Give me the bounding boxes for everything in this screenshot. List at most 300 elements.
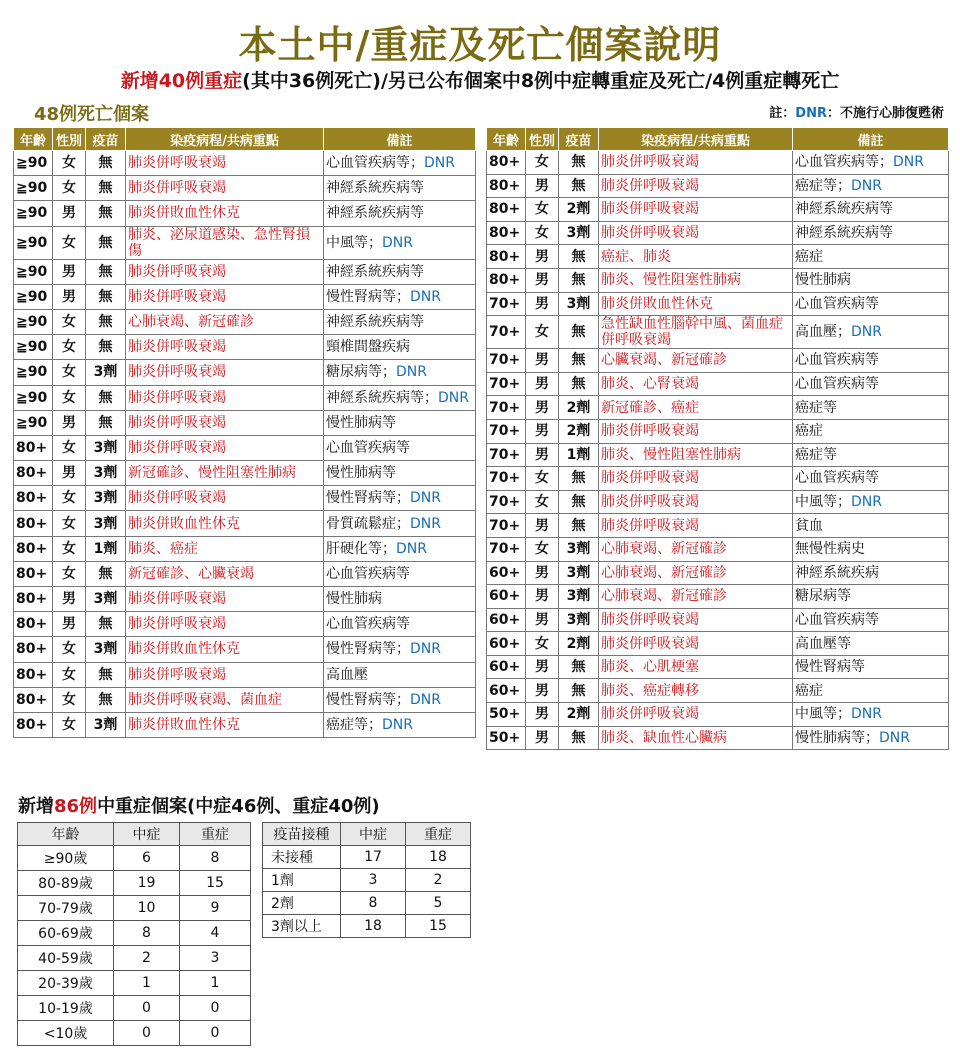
remark-text: 無慢性病史 xyxy=(795,541,865,558)
table-row xyxy=(487,467,949,491)
sex-cell: 女 xyxy=(526,537,559,561)
remark-cell xyxy=(793,396,949,420)
vaccine-cell: 無 xyxy=(86,226,126,259)
age-cell: 60+ xyxy=(487,585,526,609)
table-header-row xyxy=(487,128,949,151)
vaccine-cell: 無 xyxy=(559,151,599,175)
age-cell: 50+ xyxy=(487,703,526,727)
vaccine-cell: 3劑 xyxy=(86,435,126,460)
note-suffix: ：不施行心肺復甦術 xyxy=(826,106,944,121)
row-label: 80-89歲 xyxy=(18,871,114,896)
remark-cell xyxy=(793,514,949,538)
note-dnr: DNR xyxy=(795,106,827,121)
remark-cell xyxy=(793,151,949,175)
vaccine-cell: 3劑 xyxy=(86,511,126,536)
table-row xyxy=(487,703,949,727)
new-cases-count: 86例 xyxy=(54,796,98,817)
age-cell: 70+ xyxy=(487,443,526,467)
remark-cell xyxy=(793,443,949,467)
column-header: 性別 xyxy=(53,128,86,151)
table-row xyxy=(14,461,476,486)
remark-cell xyxy=(324,201,476,226)
sex-cell: 女 xyxy=(53,712,86,737)
sex-cell: 男 xyxy=(53,201,86,226)
dnr-tag: DNR xyxy=(851,177,882,194)
remark-cell xyxy=(324,687,476,712)
age-cell: 80+ xyxy=(14,511,53,536)
remark-cell xyxy=(793,585,949,609)
age-cell: 60+ xyxy=(487,632,526,656)
age-cell: 70+ xyxy=(487,490,526,514)
table-row xyxy=(487,174,949,198)
table-row xyxy=(14,309,476,334)
death-cases-table-left xyxy=(13,127,476,738)
vaccine-cell: 3劑 xyxy=(86,486,126,511)
remark-text: 癌症等； xyxy=(795,177,851,194)
age-cell: ≧90 xyxy=(14,335,53,360)
remark-text: 中風等； xyxy=(795,494,851,511)
sex-cell: 男 xyxy=(53,259,86,284)
count-cell: 18 xyxy=(341,915,406,938)
remark-text: 心血管疾病等 xyxy=(795,352,879,369)
remark-text: 神經系統疾病等 xyxy=(326,314,424,331)
age-cell: ≧90 xyxy=(14,385,53,410)
column-header: 重症 xyxy=(180,823,251,846)
column-header: 疫苗 xyxy=(86,128,126,151)
remark-text: 神經系統疾病等； xyxy=(326,389,438,406)
remark-text: 心血管疾病等 xyxy=(326,439,410,456)
table-row xyxy=(487,632,949,656)
vaccine-cell: 3劑 xyxy=(559,537,599,561)
vaccine-cell: 無 xyxy=(559,490,599,514)
table-row xyxy=(14,486,476,511)
age-cell: 80+ xyxy=(14,536,53,561)
age-cell: 80+ xyxy=(487,151,526,175)
vaccine-cell: 無 xyxy=(559,467,599,491)
age-cell: 80+ xyxy=(14,435,53,460)
remark-text: 慢性肺病等； xyxy=(795,729,879,746)
column-header: 重症 xyxy=(406,823,471,846)
table-row xyxy=(14,385,476,410)
course-cell: 心肺衰竭、新冠確診 xyxy=(599,561,793,585)
vaccine-cell: 無 xyxy=(86,662,126,687)
count-cell: 0 xyxy=(114,1021,180,1046)
course-cell: 肺炎、慢性阻塞性肺病 xyxy=(599,268,793,292)
table-row xyxy=(487,726,949,750)
remark-text: 糖尿病等； xyxy=(326,364,396,381)
table-row xyxy=(18,971,251,996)
remark-cell xyxy=(793,679,949,703)
table-row xyxy=(18,1021,251,1046)
vaccine-cell: 無 xyxy=(86,612,126,637)
vaccine-cell: 無 xyxy=(86,259,126,284)
table-row xyxy=(487,490,949,514)
course-cell: 肺炎併呼吸衰竭 xyxy=(126,435,324,460)
remark-cell xyxy=(793,726,949,750)
table-row xyxy=(487,198,949,222)
sex-cell: 女 xyxy=(53,360,86,385)
dnr-tag: DNR xyxy=(410,515,441,532)
vaccine-cell: 無 xyxy=(559,316,599,349)
remark-cell xyxy=(793,419,949,443)
dnr-tag: DNR xyxy=(382,717,413,734)
row-label: 70-79歲 xyxy=(18,896,114,921)
sex-cell: 女 xyxy=(526,316,559,349)
table-row xyxy=(487,585,949,609)
column-header: 染疫病程/共病重點 xyxy=(599,128,793,151)
age-cell: 60+ xyxy=(487,679,526,703)
table-row xyxy=(14,511,476,536)
table-row xyxy=(14,662,476,687)
sex-cell: 女 xyxy=(526,198,559,222)
count-cell: 15 xyxy=(406,915,471,938)
vaccine-cell: 無 xyxy=(559,726,599,750)
course-cell: 肺炎、心肌梗塞 xyxy=(599,655,793,679)
course-cell: 肺炎併敗血性休克 xyxy=(126,201,324,226)
remark-cell xyxy=(324,176,476,201)
count-cell: 0 xyxy=(180,1021,251,1046)
sex-cell: 男 xyxy=(526,443,559,467)
new-cases-prefix: 新增 xyxy=(18,796,54,817)
table-row xyxy=(14,201,476,226)
remark-cell xyxy=(793,467,949,491)
vaccine-cell: 2劑 xyxy=(559,419,599,443)
remark-cell xyxy=(324,637,476,662)
remark-cell xyxy=(324,284,476,309)
course-cell: 肺炎併呼吸衰竭 xyxy=(126,176,324,201)
table-row xyxy=(14,151,476,176)
remark-cell xyxy=(793,490,949,514)
age-cell: 70+ xyxy=(487,467,526,491)
age-cell: 80+ xyxy=(487,221,526,245)
remark-cell xyxy=(793,268,949,292)
course-cell: 肺炎併呼吸衰竭、菌血症 xyxy=(126,687,324,712)
age-cell: 70+ xyxy=(487,349,526,373)
remark-text: 癌症 xyxy=(795,423,823,440)
remark-text: 慢性腎病等； xyxy=(326,288,410,305)
count-cell: 5 xyxy=(406,892,471,915)
remark-text: 慢性腎病等； xyxy=(326,490,410,507)
sex-cell: 女 xyxy=(53,687,86,712)
age-cell: 50+ xyxy=(487,726,526,750)
sex-cell: 男 xyxy=(526,655,559,679)
course-cell: 肺炎併呼吸衰竭 xyxy=(599,151,793,175)
remark-text: 癌症 xyxy=(795,248,823,265)
remark-text: 中風等； xyxy=(795,706,851,723)
column-header: 備註 xyxy=(793,128,949,151)
column-header: 中症 xyxy=(114,823,180,846)
course-cell: 肺炎併呼吸衰竭 xyxy=(126,360,324,385)
remark-text: 心血管疾病等 xyxy=(326,616,410,633)
remark-text: 高血壓等 xyxy=(795,635,851,652)
count-cell: 17 xyxy=(341,846,406,869)
age-cell: 80+ xyxy=(14,587,53,612)
count-cell: 6 xyxy=(114,846,180,871)
course-cell: 肺炎併呼吸衰竭 xyxy=(126,410,324,435)
count-cell: 2 xyxy=(406,869,471,892)
vaccine-cell: 無 xyxy=(86,385,126,410)
sex-cell: 女 xyxy=(526,221,559,245)
table-row xyxy=(487,396,949,420)
remark-text: 神經系統疾病等 xyxy=(795,225,893,242)
table-row xyxy=(14,435,476,460)
table-row xyxy=(14,176,476,201)
course-cell: 癌症、肺炎 xyxy=(599,245,793,269)
subtitle xyxy=(0,66,960,93)
age-cell: ≧90 xyxy=(14,151,53,176)
course-cell: 肺炎併敗血性休克 xyxy=(126,712,324,737)
table-row xyxy=(14,712,476,737)
sex-cell: 男 xyxy=(526,372,559,396)
sex-cell: 女 xyxy=(53,561,86,586)
remark-cell xyxy=(324,151,476,176)
column-header: 染疫病程/共病重點 xyxy=(126,128,324,151)
sex-cell: 女 xyxy=(53,309,86,334)
course-cell: 肺炎併呼吸衰竭 xyxy=(126,335,324,360)
sex-cell: 男 xyxy=(526,268,559,292)
sex-cell: 女 xyxy=(53,176,86,201)
count-cell: 8 xyxy=(180,846,251,871)
count-cell: 1 xyxy=(114,971,180,996)
table-row xyxy=(487,514,949,538)
remark-text: 心血管疾病等 xyxy=(795,376,879,393)
course-cell: 肺炎併呼吸衰竭 xyxy=(599,467,793,491)
table-row xyxy=(18,946,251,971)
table-row xyxy=(487,151,949,175)
column-header: 年齡 xyxy=(18,823,114,846)
table-row xyxy=(263,869,471,892)
age-cell: 70+ xyxy=(487,372,526,396)
dnr-tag: DNR xyxy=(438,389,469,406)
course-cell: 心肺衰竭、新冠確診 xyxy=(599,537,793,561)
remark-cell xyxy=(324,486,476,511)
remark-text: 骨質疏鬆症； xyxy=(326,515,410,532)
count-cell: 10 xyxy=(114,896,180,921)
course-cell: 心肺衰竭、新冠確診 xyxy=(599,585,793,609)
vaccine-cell: 3劑 xyxy=(559,221,599,245)
count-cell: 19 xyxy=(114,871,180,896)
remark-text: 神經系統疾病等 xyxy=(326,205,424,222)
course-cell: 肺炎併敗血性休克 xyxy=(599,292,793,316)
remark-text: 慢性肺病 xyxy=(795,272,851,289)
remark-text: 心血管疾病等 xyxy=(326,565,410,582)
sex-cell: 女 xyxy=(53,151,86,176)
vaccine-cell: 2劑 xyxy=(559,703,599,727)
remark-text: 神經系統疾病等 xyxy=(795,201,893,218)
table-row xyxy=(487,292,949,316)
table-row xyxy=(18,846,251,871)
table-row xyxy=(18,921,251,946)
vaccine-cell: 無 xyxy=(559,679,599,703)
vaccine-cell: 無 xyxy=(559,349,599,373)
age-cell: 80+ xyxy=(487,268,526,292)
subtitle-rest: (其中36例死亡)/另已公布個案中8例中症轉重症及死亡/4例重症轉死亡 xyxy=(242,70,840,92)
table-header-row xyxy=(14,128,476,151)
sex-cell: 女 xyxy=(526,490,559,514)
vaccine-cell: 無 xyxy=(559,268,599,292)
age-cell: 80+ xyxy=(487,245,526,269)
vaccine-cell: 無 xyxy=(86,176,126,201)
age-cell: 70+ xyxy=(487,419,526,443)
table-row xyxy=(487,245,949,269)
subtitle-highlight: 新增40例重症 xyxy=(120,70,243,92)
remark-text: 高血壓 xyxy=(326,666,368,683)
course-cell: 肺炎併呼吸衰竭 xyxy=(599,703,793,727)
table-header-row xyxy=(263,823,471,846)
course-cell: 肺炎併呼吸衰竭 xyxy=(599,608,793,632)
remark-text: 心血管疾病等； xyxy=(326,155,424,172)
table-row xyxy=(487,268,949,292)
count-cell: 0 xyxy=(114,996,180,1021)
dnr-tag: DNR xyxy=(382,234,413,251)
age-cell: ≧90 xyxy=(14,360,53,385)
remark-text: 糖尿病等 xyxy=(795,588,851,605)
remark-text: 貧血 xyxy=(795,517,823,534)
remark-cell xyxy=(324,461,476,486)
dnr-tag: DNR xyxy=(851,494,882,511)
table-row xyxy=(14,612,476,637)
row-label: 未接種 xyxy=(263,846,341,869)
course-cell: 心肺衰竭、新冠確診 xyxy=(126,309,324,334)
remark-cell xyxy=(793,292,949,316)
vaccine-cell: 1劑 xyxy=(86,536,126,561)
remark-text: 慢性肺病 xyxy=(326,591,382,608)
remark-cell xyxy=(793,245,949,269)
sex-cell: 男 xyxy=(526,349,559,373)
vaccine-cell: 3劑 xyxy=(86,637,126,662)
vaccine-cell: 3劑 xyxy=(559,585,599,609)
table-row xyxy=(487,372,949,396)
remark-text: 心血管疾病等； xyxy=(795,154,893,171)
vaccine-cell: 無 xyxy=(86,410,126,435)
remark-cell xyxy=(793,174,949,198)
course-cell: 肺炎併呼吸衰竭 xyxy=(599,198,793,222)
remark-text: 癌症 xyxy=(795,682,823,699)
remark-text: 頸椎間盤疾病 xyxy=(326,339,410,356)
column-header: 性別 xyxy=(526,128,559,151)
sex-cell: 女 xyxy=(53,385,86,410)
remark-cell xyxy=(793,316,949,349)
sex-cell: 男 xyxy=(526,726,559,750)
course-cell: 肺炎、泌尿道感染、急性腎損傷 xyxy=(126,226,324,259)
deaths-section-label: 48例死亡個案 xyxy=(34,104,150,125)
count-cell: 0 xyxy=(180,996,251,1021)
remark-cell xyxy=(793,703,949,727)
remark-cell xyxy=(324,360,476,385)
vaccine-cell: 無 xyxy=(86,335,126,360)
remark-text: 神經系統疾病等 xyxy=(326,180,424,197)
sex-cell: 男 xyxy=(53,461,86,486)
vaccine-cell: 無 xyxy=(559,174,599,198)
row-label: 2劑 xyxy=(263,892,341,915)
sex-cell: 女 xyxy=(53,637,86,662)
dnr-tag: DNR xyxy=(893,154,924,171)
sex-cell: 男 xyxy=(526,679,559,703)
remark-cell xyxy=(793,608,949,632)
row-label: 60-69歲 xyxy=(18,921,114,946)
course-cell: 肺炎併呼吸衰竭 xyxy=(599,632,793,656)
new-cases-label xyxy=(18,792,380,818)
vaccine-cell: 無 xyxy=(86,309,126,334)
dnr-tag: DNR xyxy=(410,490,441,507)
dnr-tag: DNR xyxy=(424,155,455,172)
vaccine-cell: 無 xyxy=(86,151,126,176)
table-row xyxy=(14,587,476,612)
age-cell: 70+ xyxy=(487,316,526,349)
course-cell: 肺炎併呼吸衰竭 xyxy=(599,174,793,198)
sex-cell: 女 xyxy=(526,151,559,175)
course-cell: 心臟衰竭、新冠確診 xyxy=(599,349,793,373)
remark-text: 慢性腎病等； xyxy=(326,641,410,658)
sex-cell: 男 xyxy=(53,612,86,637)
remark-text: 慢性肺病等 xyxy=(326,414,396,431)
remark-cell xyxy=(793,349,949,373)
vaccine-cell: 無 xyxy=(86,284,126,309)
count-cell: 4 xyxy=(180,921,251,946)
table-row xyxy=(487,419,949,443)
course-cell: 肺炎、慢性阻塞性肺病 xyxy=(599,443,793,467)
new-cases-suffix: 中重症個案(中症46例、重症40例) xyxy=(97,796,380,817)
remark-text: 肝硬化等； xyxy=(326,540,396,557)
table-row xyxy=(487,316,949,349)
course-cell: 肺炎、癌症 xyxy=(126,536,324,561)
dnr-tag: DNR xyxy=(851,324,882,341)
course-cell: 肺炎、缺血性心臟病 xyxy=(599,726,793,750)
age-cell: 80+ xyxy=(14,687,53,712)
dnr-tag: DNR xyxy=(396,540,427,557)
course-cell: 肺炎併呼吸衰竭 xyxy=(126,486,324,511)
dnr-tag: DNR xyxy=(410,288,441,305)
remark-cell xyxy=(324,435,476,460)
table-row xyxy=(14,284,476,309)
age-cell: 80+ xyxy=(14,712,53,737)
sex-cell: 男 xyxy=(526,396,559,420)
course-cell: 肺炎併呼吸衰竭 xyxy=(126,587,324,612)
age-cell: ≧90 xyxy=(14,201,53,226)
sex-cell: 女 xyxy=(53,662,86,687)
age-cell: 70+ xyxy=(487,396,526,420)
remark-text: 心血管疾病等 xyxy=(795,295,879,312)
table-row xyxy=(14,360,476,385)
course-cell: 肺炎併呼吸衰竭 xyxy=(599,514,793,538)
remark-cell xyxy=(793,221,949,245)
remark-cell xyxy=(324,335,476,360)
vaccine-cell: 2劑 xyxy=(559,632,599,656)
age-cell: 60+ xyxy=(487,608,526,632)
table-row xyxy=(14,259,476,284)
table-row xyxy=(14,637,476,662)
sex-cell: 女 xyxy=(53,486,86,511)
remark-cell xyxy=(793,561,949,585)
table-row xyxy=(14,561,476,586)
table-row xyxy=(487,608,949,632)
vaccine-cell: 無 xyxy=(559,514,599,538)
remark-cell xyxy=(324,536,476,561)
dnr-tag: DNR xyxy=(879,729,910,746)
table-row xyxy=(14,687,476,712)
vaccine-cell: 無 xyxy=(559,245,599,269)
course-cell: 肺炎、癌症轉移 xyxy=(599,679,793,703)
table-row xyxy=(18,996,251,1021)
sex-cell: 男 xyxy=(53,284,86,309)
age-cell: ≧90 xyxy=(14,176,53,201)
sex-cell: 女 xyxy=(526,467,559,491)
sex-cell: 女 xyxy=(53,335,86,360)
column-header: 備註 xyxy=(324,128,476,151)
sex-cell: 男 xyxy=(526,174,559,198)
count-cell: 3 xyxy=(180,946,251,971)
course-cell: 肺炎併呼吸衰竭 xyxy=(599,221,793,245)
